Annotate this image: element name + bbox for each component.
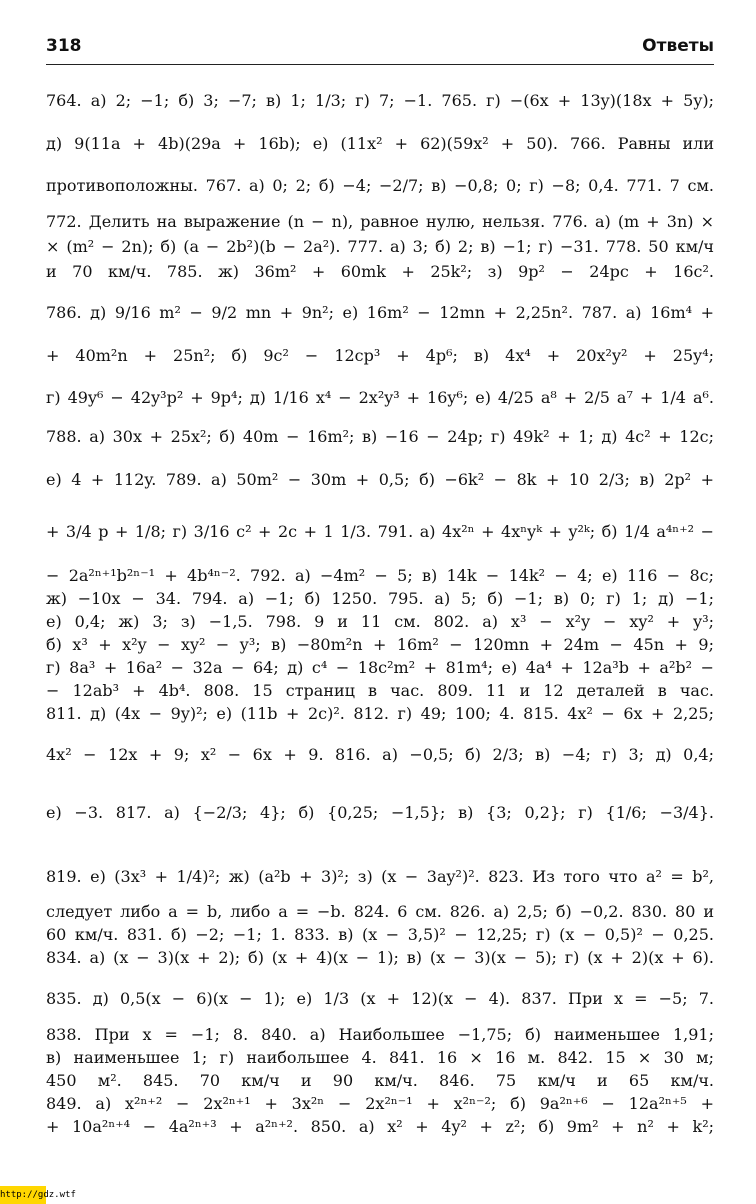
answer-line: + 40m²n + 25n²; б) 9c² − 12cp³ + 4p⁶; в) 4x⁴ + 20x²y² + 25y⁴; bbox=[46, 346, 714, 365]
answer-line: 811. д) (4x − 9y)²; е) (11b + 2c)². 812. г) 49; 100; 4. 815. 4x² − 6x + 2,25; bbox=[46, 704, 714, 723]
answer-line: в) наименьшее 1; г) наибольшее 4. 841. 16 × 16 м. 842. 15 × 30 м; bbox=[46, 1048, 714, 1067]
answer-line: 772. Делить на выражение (n − n), равное нулю, нельзя. 776. а) (m + 3n) × bbox=[46, 212, 714, 231]
answer-line: − 12ab³ + 4b⁴. 808. 15 страниц в час. 809. 11 и 12 деталей в час. bbox=[46, 681, 714, 700]
answer-line: + 10a²ⁿ⁺⁴ − 4a²ⁿ⁺³ + a²ⁿ⁺². 850. а) x² + 4y² + z²; б) 9m² + n² + k²; bbox=[46, 1117, 714, 1136]
answer-line: д) 9(11a + 4b)(29a + 16b); е) (11x² + 62)(59x² + 50). 766. Равны или bbox=[46, 134, 714, 153]
watermark: http://gdz.wtf bbox=[0, 1186, 46, 1204]
answer-line: ж) −10x − 34. 794. а) −1; б) 1250. 795. а) 5; б) −1; в) 0; г) 1; д) −1; bbox=[46, 589, 714, 608]
answer-line: − 2a²ⁿ⁺¹b²ⁿ⁻¹ + 4b⁴ⁿ⁻². 792. а) −4m² − 5; в) 14k − 14k² − 4; е) 116 − 8c; bbox=[46, 566, 714, 585]
answer-line: 60 км/ч. 831. б) −2; −1; 1. 833. в) (x − 3,5)² − 12,25; г) (x − 0,5)² − 0,25. bbox=[46, 925, 714, 944]
answer-line: и 70 км/ч. 785. ж) 36m² + 60mk + 25k²; з) 9p² − 24pc + 16c². bbox=[46, 262, 714, 281]
answer-line: 838. При x = −1; 8. 840. а) Наибольшее −1,75; б) наименьшее 1,91; bbox=[46, 1025, 714, 1044]
answer-line: 764. а) 2; −1; б) 3; −7; в) 1; 1/3; г) 7; −1. 765. г) −(6x + 13y)(18x + 5y); bbox=[46, 91, 714, 110]
answer-line: 819. е) (3x³ + 1/4)²; ж) (a²b + 3)²; з) (x − 3ay²)². 823. Из того что a² = b², bbox=[46, 867, 714, 886]
answer-line: г) 8a³ + 16a² − 32a − 64; д) c⁴ − 18c²m² + 81m⁴; е) 4a⁴ + 12a³b + a²b² − bbox=[46, 658, 714, 677]
section-title: Ответы bbox=[642, 36, 714, 56]
answer-line: 786. д) 9/16 m² − 9/2 mn + 9n²; е) 16m² − 12mn + 2,25n². 787. а) 16m⁴ + bbox=[46, 303, 714, 322]
answer-line: противоположны. 767. а) 0; 2; б) −4; −2/7; в) −0,8; 0; г) −8; 0,4. 771. 7 см. bbox=[46, 176, 714, 195]
answer-line: 849. а) x²ⁿ⁺² − 2x²ⁿ⁺¹ + 3x²ⁿ − 2x²ⁿ⁻¹ + x²ⁿ⁻²; б) 9a²ⁿ⁺⁶ − 12a²ⁿ⁺⁵ + bbox=[46, 1094, 714, 1113]
answer-line: 835. д) 0,5(x − 6)(x − 1); е) 1/3 (x + 12)(x − 4). 837. При x = −5; 7. bbox=[46, 989, 714, 1008]
answer-line: е) 4 + 112y. 789. а) 50m² − 30m + 0,5; б) −6k² − 8k + 10 2/3; в) 2p² + bbox=[46, 470, 714, 489]
answer-line: × (m² − 2n); б) (a − 2b²)(b − 2a²). 777. а) 3; б) 2; в) −1; г) −31. 778. 50 км/ч bbox=[46, 237, 714, 256]
answer-line: б) x³ + x²y − xy² − y³; в) −80m²n + 16m² − 120mn + 24m − 45n + 9; bbox=[46, 635, 714, 654]
answer-line: г) 49y⁶ − 42y³p² + 9p⁴; д) 1/16 x⁴ − 2x²y³ + 16y⁶; е) 4/25 a⁸ + 2/5 a⁷ + 1/4 a⁶. bbox=[46, 388, 714, 407]
answer-line: 834. а) (x − 3)(x + 2); б) (x + 4)(x − 1); в) (x − 3)(x − 5); г) (x + 2)(x + 6). bbox=[46, 948, 714, 967]
answer-line: 788. а) 30x + 25x²; б) 40m − 16m²; в) −16 − 24p; г) 49k² + 1; д) 4c² + 12c; bbox=[46, 427, 715, 446]
answer-line: следует либо a = b, либо a = −b. 824. 6 см. 826. а) 2,5; б) −0,2. 830. 80 и bbox=[46, 902, 714, 921]
answer-line: е) 0,4; ж) 3; з) −1,5. 798. 9 и 11 см. 802. а) x³ − x²y − xy² + y³; bbox=[46, 612, 714, 631]
answer-line: + 3/4 p + 1/8; г) 3/16 c² + 2c + 1 1/3. 791. а) 4x²ⁿ + 4xⁿyᵏ + y²ᵏ; б) 1/4 a⁴ⁿ⁺² − bbox=[46, 522, 714, 541]
page-header bbox=[46, 30, 714, 65]
page-number: 318 bbox=[46, 36, 82, 56]
answer-line: 450 м². 845. 70 км/ч и 90 км/ч. 846. 75 км/ч и 65 км/ч. bbox=[46, 1071, 714, 1090]
answer-line: е) −3. 817. а) {−2/3; 4}; б) {0,25; −1,5}; в) {3; 0,2}; г) {1/6; −3/4}. bbox=[46, 803, 714, 822]
answer-line: 4x² − 12x + 9; x² − 6x + 9. 816. а) −0,5; б) 2/3; в) −4; г) 3; д) 0,4; bbox=[46, 745, 714, 764]
